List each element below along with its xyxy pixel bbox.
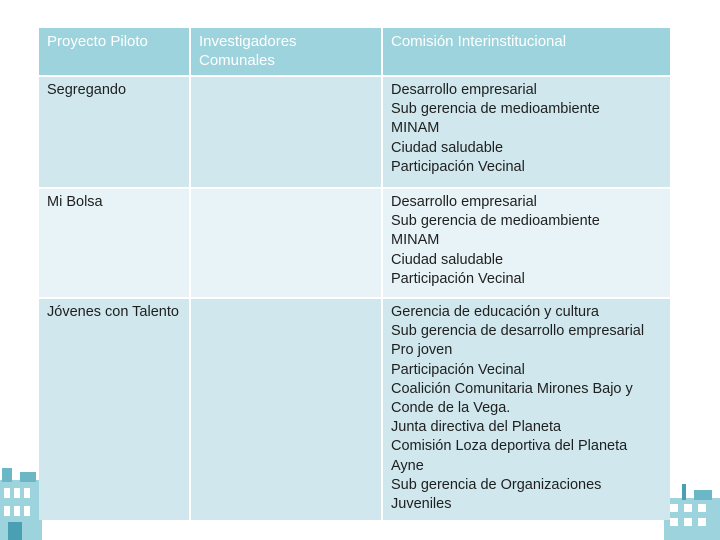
cell-investigadores	[191, 77, 381, 187]
list-item: Participación Vecinal	[391, 270, 525, 287]
cell-investigadores	[191, 189, 381, 297]
header-comision-interinstitucional: Comisión Interinstitucional	[383, 28, 670, 75]
table-row	[39, 189, 670, 297]
building-illustration-right	[664, 478, 720, 540]
table-row	[39, 77, 670, 187]
list-item: Comisión Loza deportiva del Planeta Ayne	[391, 438, 628, 474]
list-item: Sub gerencia de Organizaciones Juveniles	[391, 476, 602, 513]
list-item: Participación Vecinal	[391, 361, 525, 378]
building-illustration-left	[0, 462, 42, 540]
list-item: Desarrollo empresarial	[391, 194, 537, 210]
cell-comision	[383, 299, 670, 520]
projects-table	[37, 26, 672, 522]
table-row	[39, 299, 670, 520]
list-item: Gerencia de educación y cultura	[391, 304, 599, 320]
list-item: Participación Vecinal	[391, 158, 525, 175]
table-header-row	[39, 28, 670, 75]
header-investigadores-comunales: Investigadores Comunales	[191, 28, 381, 75]
cell-proyecto: Jóvenes con Talento	[39, 299, 189, 520]
cell-comision	[383, 189, 670, 297]
list-item: Desarrollo empresarial	[391, 82, 537, 98]
header-proyecto-piloto: Proyecto Piloto	[39, 28, 189, 75]
list-item: Sub gerencia de medioambiente	[391, 101, 600, 118]
list-item: Junta directiva del Planeta	[391, 419, 562, 436]
list-item: MINAM	[391, 232, 440, 249]
list-item: Coalición Comunitaria Mirones Bajo y Conde de la Vega.	[391, 380, 633, 417]
list-item: Sub gerencia de medioambiente	[391, 213, 600, 230]
cell-proyecto: Mi Bolsa	[39, 189, 189, 297]
list-item: MINAM	[391, 120, 440, 137]
cell-proyecto: Segregando	[39, 77, 189, 187]
cell-investigadores	[191, 299, 381, 520]
cell-comision	[383, 77, 670, 187]
list-item: Pro joven	[391, 342, 453, 359]
list-item: Ciudad saludable	[391, 251, 504, 268]
list-item: Sub gerencia de desarrollo empresarial	[391, 323, 645, 340]
list-item: Ciudad saludable	[391, 139, 504, 156]
